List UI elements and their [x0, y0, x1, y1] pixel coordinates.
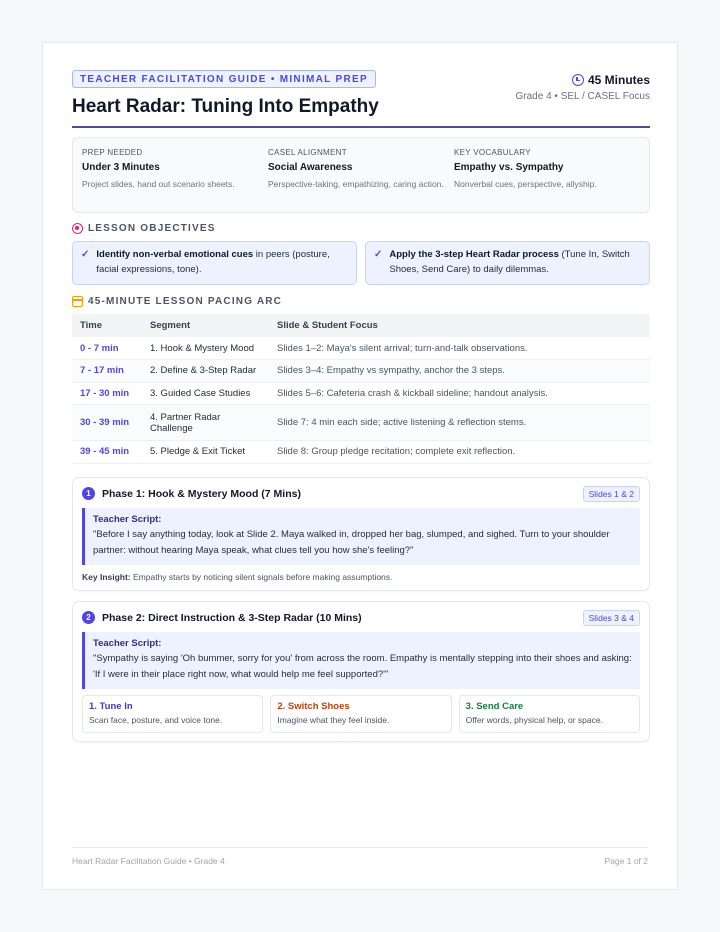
table-row: [72, 337, 650, 360]
page-title: Heart Radar: Tuning Into Empathy: [72, 96, 379, 117]
table-row: [72, 441, 650, 464]
objective-bold: Apply the 3-step Heart Radar process: [389, 249, 559, 260]
checkmark-icon: ✓: [81, 249, 90, 260]
footer-left: Heart Radar Facilitation Guide • Grade 4: [72, 856, 225, 866]
pacing-table: [72, 314, 650, 464]
column-header: Segment: [150, 320, 191, 331]
page-content: [72, 69, 650, 742]
prep-label: KEY VOCABULARY: [454, 148, 531, 157]
phase-title: Phase 2: Direct Instruction & 3-Step Radar (10 Mins): [102, 611, 362, 624]
segment-cell: 4. Partner Radar Challenge: [142, 405, 269, 441]
phase-title: Phase 1: Hook & Mystery Mood (7 Mins): [102, 487, 301, 500]
column-header: Slide & Student Focus: [277, 320, 378, 331]
slides-badge: Slides 1 & 2: [583, 486, 640, 502]
document-page: [42, 42, 678, 890]
focus-cell: Slides 3–4: Empathy vs sympathy, anchor the 3 steps.: [269, 360, 650, 383]
pacing-heading: [72, 296, 650, 307]
objective-rest: in peers (posture, facial expressions, tone).: [96, 249, 330, 275]
phase-number: 1: [82, 487, 95, 500]
teacher-script: [82, 508, 640, 565]
grade-focus: Grade 4 • SEL / CASEL Focus: [515, 91, 650, 102]
time-cell: 39 - 45 min: [72, 441, 142, 464]
step-title: 1. Tune In: [89, 700, 133, 712]
page-number: Page 1 of 2: [604, 856, 648, 866]
segment-cell: 3. Guided Case Studies: [142, 382, 269, 405]
table-row: [72, 360, 650, 383]
page-footer: [72, 847, 648, 866]
step-card: [270, 695, 451, 733]
segment-cell: 1. Hook & Mystery Mood: [142, 337, 269, 360]
time-cell: 0 - 7 min: [72, 337, 142, 360]
prep-label: CASEL ALIGNMENT: [268, 148, 347, 157]
time-cell: 30 - 39 min: [72, 405, 142, 441]
column-header: Time: [80, 320, 103, 331]
script-text: "Sympathy is saying 'Oh bummer, sorry for you' from across the room. Empathy is mentally stepping into their shoes and asking: 'If I were in their place right now, what would help me feel supported?'": [93, 652, 632, 680]
calendar-icon: [72, 296, 83, 307]
header-divider: [72, 126, 650, 128]
prep-desc: Project slides, hand out scenario sheets.: [82, 179, 235, 189]
focus-cell: Slide 8: Group pledge recitation; complete exit reflection.: [269, 441, 650, 464]
duration-label: 45 Minutes: [587, 73, 650, 87]
prep-desc: Nonverbal cues, perspective, allyship.: [454, 179, 597, 189]
objective-rest: (Tune In, Switch Shoes, Send Care) to daily dilemmas.: [389, 249, 630, 275]
slides-badge: Slides 3 & 4: [583, 610, 640, 626]
phase-2-card: [72, 601, 650, 742]
pacing-heading-label: 45-MINUTE LESSON PACING ARC: [88, 296, 283, 307]
step-title: 3. Send Care: [465, 700, 524, 712]
script-label: Teacher Script:: [93, 637, 162, 649]
objective-bold: Identify non-verbal emotional cues: [96, 249, 254, 260]
phase-header: [82, 486, 640, 502]
step-card: [82, 695, 263, 733]
segment-cell: 2. Define & 3-Step Radar: [142, 360, 269, 383]
objectives-heading: [72, 223, 650, 234]
focus-cell: Slides 1–2: Maya's silent arrival; turn-and-talk observations.: [269, 337, 650, 360]
prep-needed: [82, 148, 268, 203]
step-desc: Offer words, physical help, or space.: [465, 714, 603, 725]
table-header-row: [72, 314, 650, 337]
script-text: "Before I say anything today, look at Slide 2. Maya walked in, dropped her bag, slumped, and sighed. Turn to your shoulder partner: without hearing Maya speak, what clues tell you how she's feeling?": [93, 528, 610, 556]
objective-text: [96, 247, 348, 278]
segment-cell: 5. Pledge & Exit Ticket: [142, 441, 269, 464]
table-row: [72, 382, 650, 405]
guide-badge: TEACHER FACILITATION GUIDE • MINIMAL PREP: [72, 70, 376, 88]
casel-alignment: [268, 148, 454, 203]
prep-value: Under 3 Minutes: [82, 162, 160, 173]
key-vocabulary: [454, 148, 640, 203]
teacher-script: [82, 632, 640, 689]
time-cell: 7 - 17 min: [72, 360, 142, 383]
clock-icon: [572, 74, 584, 86]
phase-header: [82, 610, 640, 626]
lesson-meta: [516, 73, 651, 102]
time-cell: 17 - 30 min: [72, 382, 142, 405]
target-icon: [72, 223, 83, 234]
radar-steps: [82, 695, 640, 733]
phase-number: 2: [82, 611, 95, 624]
header: [72, 69, 650, 128]
prep-label: PREP NEEDED: [82, 148, 143, 157]
insight-label: Key Insight:: [82, 571, 131, 582]
prep-summary: [72, 137, 650, 213]
prep-desc: Perspective-taking, empathizing, caring action.: [268, 179, 444, 189]
focus-cell: Slide 7: 4 min each side; active listening & reflection stems.: [269, 405, 650, 441]
objectives-list: [72, 241, 650, 285]
key-insight: [82, 572, 640, 582]
objective-item: [365, 241, 650, 285]
script-label: Teacher Script:: [93, 513, 162, 525]
prep-value: Social Awareness: [268, 162, 353, 173]
step-card: [459, 695, 640, 733]
objective-item: [72, 241, 357, 285]
step-desc: Scan face, posture, and voice tone.: [89, 714, 223, 725]
table-row: [72, 405, 650, 441]
step-desc: Imagine what they feel inside.: [277, 714, 390, 725]
phase-1-card: [72, 477, 650, 591]
focus-cell: Slides 5–6: Cafeteria crash & kickball sideline; handout analysis.: [269, 382, 650, 405]
step-title: 2. Switch Shoes: [277, 700, 350, 712]
objectives-heading-label: LESSON OBJECTIVES: [88, 223, 216, 234]
objective-text: [389, 247, 641, 278]
prep-value: Empathy vs. Sympathy: [454, 162, 564, 173]
checkmark-icon: ✓: [374, 249, 383, 260]
insight-text: Empathy starts by noticing silent signals before making assumptions.: [130, 571, 393, 582]
duration: [516, 73, 651, 87]
